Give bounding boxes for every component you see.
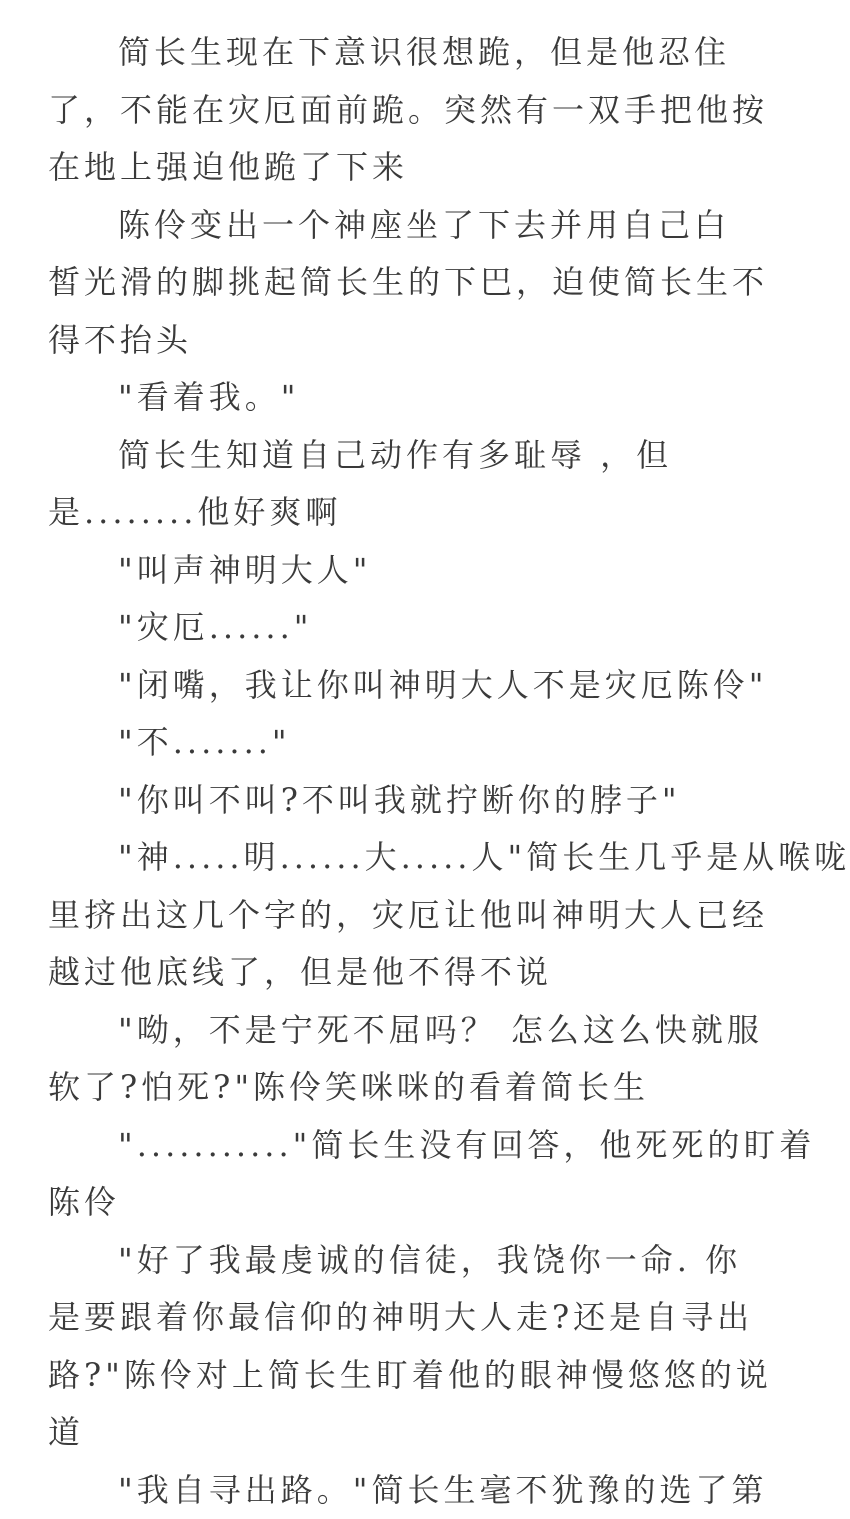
text-line: 得不抬头 [48,312,764,370]
text-line: 皙光滑的脚挑起简长生的下巴，迫使简长生不 [48,254,764,312]
text-line: "呦，不是宁死不屈吗？ 怎么这么快就服 [48,1002,764,1060]
text-line: 了，不能在灾厄面前跪。突然有一双手把他按 [48,82,764,140]
text-line: 是........他好爽啊 [48,484,764,542]
text-line: 陈伶变出一个神座坐了下去并用自己白 [48,197,764,255]
text-line: "闭嘴，我让你叫神明大人不是灾厄陈伶" [48,657,764,715]
text-line: 软了?怕死?"陈伶笑咪咪的看着简长生 [48,1059,764,1117]
text-line: 路?"陈伶对上简长生盯着他的眼神慢悠悠的说 [48,1347,764,1405]
text-line: 陈伶 [48,1174,764,1232]
text-line: "我自寻出路。"简长生毫不犹豫的选了第 [48,1462,764,1519]
text-line: "叫声神明大人" [48,542,764,600]
text-line: 简长生现在下意识很想跪，但是他忍住 [48,24,764,82]
text-line: "..........."简长生没有回答，他死死的盯着 [48,1117,764,1175]
text-line: 里挤出这几个字的，灾厄让他叫神明大人已经 [48,887,764,945]
text-line: "不......." [48,714,764,772]
text-line: 是要跟着你最信仰的神明大人走?还是自寻出 [48,1289,764,1347]
text-line: 越过他底线了，但是他不得不说 [48,944,764,1002]
text-line: "你叫不叫?不叫我就拧断你的脖子" [48,772,764,830]
text-line: 简长生知道自己动作有多耻辱 ，但 [48,427,764,485]
text-line: 道 [48,1404,764,1462]
text-line: 在地上强迫他跪了下来 [48,139,764,197]
text-line: "灾厄......" [48,599,764,657]
text-line: "好了我最虔诚的信徒，我饶你一命. 你 [48,1232,764,1290]
text-line: "神.....明......大.....人"简长生几乎是从喉咙 [48,829,764,887]
text-line: "看着我。" [48,369,764,427]
